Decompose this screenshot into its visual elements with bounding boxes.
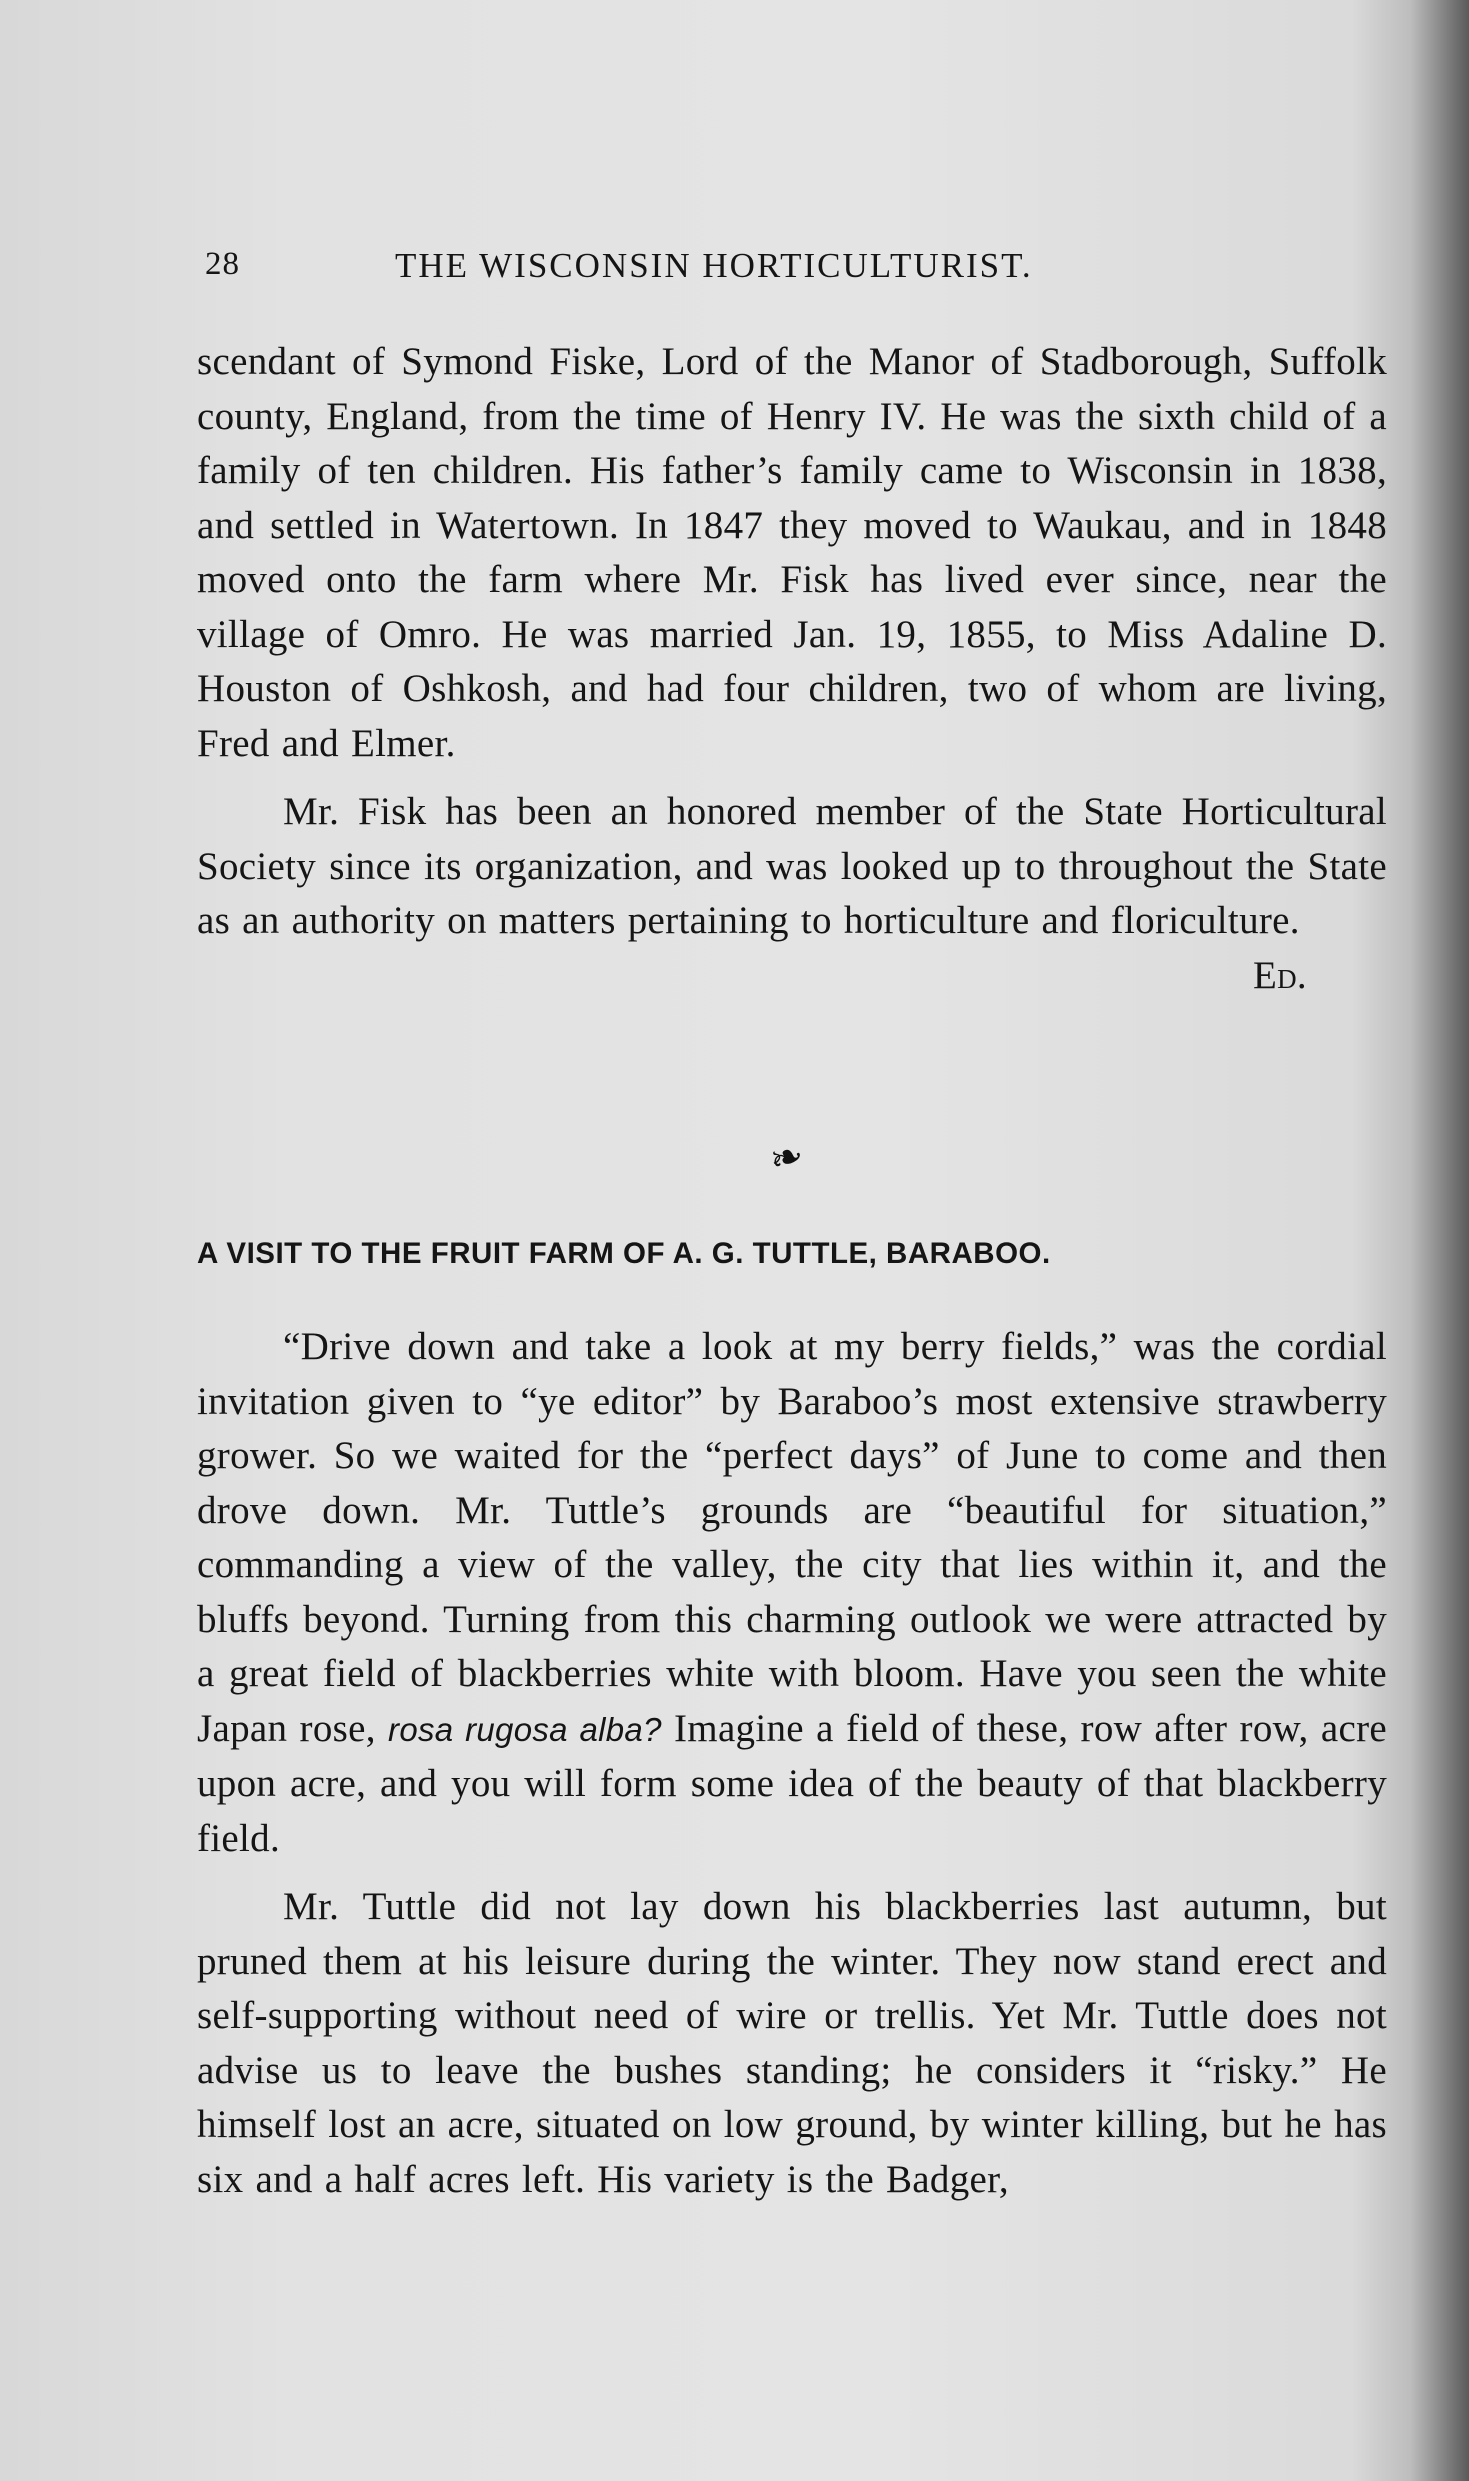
article-paragraph [197, 1320, 1387, 1866]
fleuron-ornament: ❧ [764, 1131, 809, 1184]
biography-paragraph: scendant of Symond Fiske, Lord of the Manor of Stadborough, Suffolk county, England, from the time of Henry IV. He was the sixth child of a family of ten children. His father’s family came to Wisconsin in 1838, and settled in Watertown. In 1847 they moved to Waukau, and in 1848 moved onto the farm where Mr. Fisk has lived ever since, near the village of Omro. He was married Jan. 19, 1855, to Miss Adaline D. Houston of Oshkosh, and had four children, two of whom are living, Fred and Elmer. [197, 340, 1387, 765]
article-paragraph-text: “Drive down and take a look at my berry fields,” was the cordial invitation given to “ye editor” by Baraboo’s most extensive strawberry grower. So we waited for the “perfect days” of June to come and then drove down. Mr. Tuttle’s grounds are “beautiful for situation,” commanding a view of the valley, the city that lies within it, and the bluffs beyond. Turning from this charming outlook we were attracted by a great field of blackberries white with bloom. Have you seen the white Japan rose, [197, 1325, 1387, 1750]
running-head [205, 246, 1225, 294]
article-body [197, 1320, 1387, 2207]
latin-plant-name: rosa rugosa alba? [388, 1710, 662, 1748]
journal-title: THE WISCONSIN HORTICULTURIST. [395, 246, 1033, 285]
biography-paragraph [197, 785, 1387, 997]
biography-section [197, 335, 1387, 1003]
biography-paragraph-text: Mr. Fisk has been an honored member of the State Horticultural Society since its organization, and was looked up to throughout the State as an authority on matters pertaining to horticulture and floriculture. [197, 790, 1387, 942]
editor-signature: Ed. [1253, 953, 1307, 997]
page-number: 28 [205, 246, 240, 282]
article-paragraph-text: Imagine a field of these, row after row, acre upon acre, and you will form some idea of the beauty of that blackberry field. [197, 1706, 1387, 1860]
article-paragraph: Mr. Tuttle did not lay down his blackberries last autumn, but pruned them at his leisure during the winter. They now stand erect and self-supporting without need of wire or trellis. Yet Mr. Tuttle does not advise us to leave the bushes standing; he considers it “risky.” He himself lost an acre, situated on low ground, by winter killing, but he has six and a half acres left. His variety is the Badger, [197, 1885, 1387, 2201]
article-heading: A VISIT TO THE FRUIT FARM OF A. G. TUTTLE, BARABOO. [197, 1237, 1051, 1270]
